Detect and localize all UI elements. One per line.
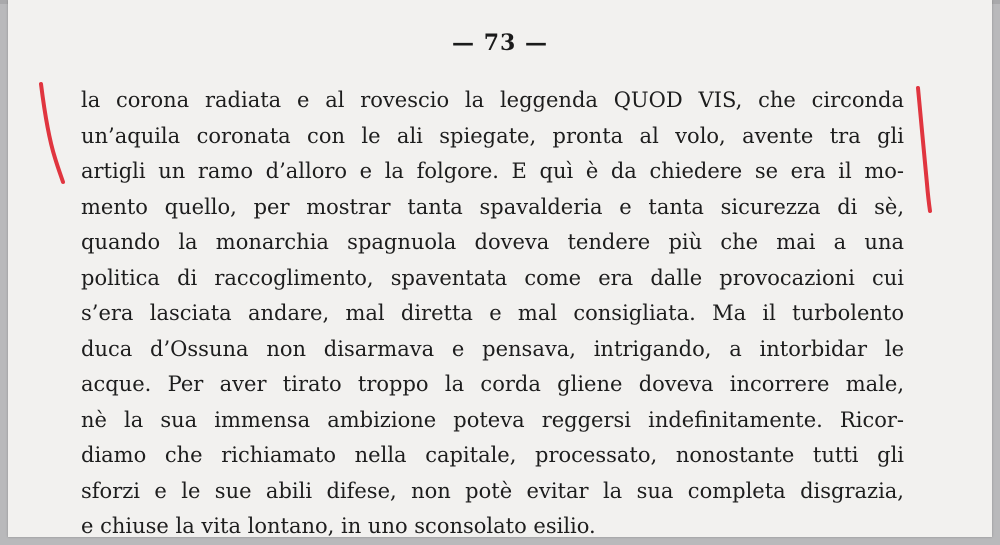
text-line: la corona radiata e al rovescio la leggenda QUOD VIS, che circonda — [81, 88, 904, 112]
paragraph — [81, 83, 904, 545]
text-line: sforzi e le sue abili difese, non potè evitar la sua completa disgrazia, — [81, 478, 904, 503]
text-line: s’era lasciata andare, mal diretta e mal consigliata. Ma il turbolento — [81, 301, 904, 325]
text-line: nè la sua immensa ambizione poteva reggersi indefinitamente. Ricor- — [81, 407, 904, 432]
book-page — [8, 0, 992, 537]
text-line: diamo che richiamato nella capitale, processato, nonostante tutti gli — [81, 443, 904, 467]
text-line: mento quello, per mostrar tanta spavalderia e tanta sicurezza di sè, — [81, 194, 904, 219]
text-line: un’aquila coronata con le ali spiegate, pronta al volo, avente tra gli — [81, 123, 904, 148]
text-line: politica di raccoglimento, spaventata come era dalle provocazioni cui — [81, 265, 904, 290]
text-line: e chiuse la vita lontano, in uno sconsolato esilio. — [81, 514, 596, 538]
text-line: quando la monarchia spagnuola doveva tendere più che mai a una — [81, 230, 904, 254]
page-number: — 73 — — [452, 30, 548, 56]
text-line: duca d’Ossuna non disarmava e pensava, intrigando, a intorbidar le — [81, 336, 904, 361]
text-line: acque. Per aver tirato troppo la corda gliene doveva incorrere male, — [81, 372, 904, 396]
text-line: artigli un ramo d’alloro e la folgore. E quì è da chiedere se era il mo- — [81, 159, 904, 183]
